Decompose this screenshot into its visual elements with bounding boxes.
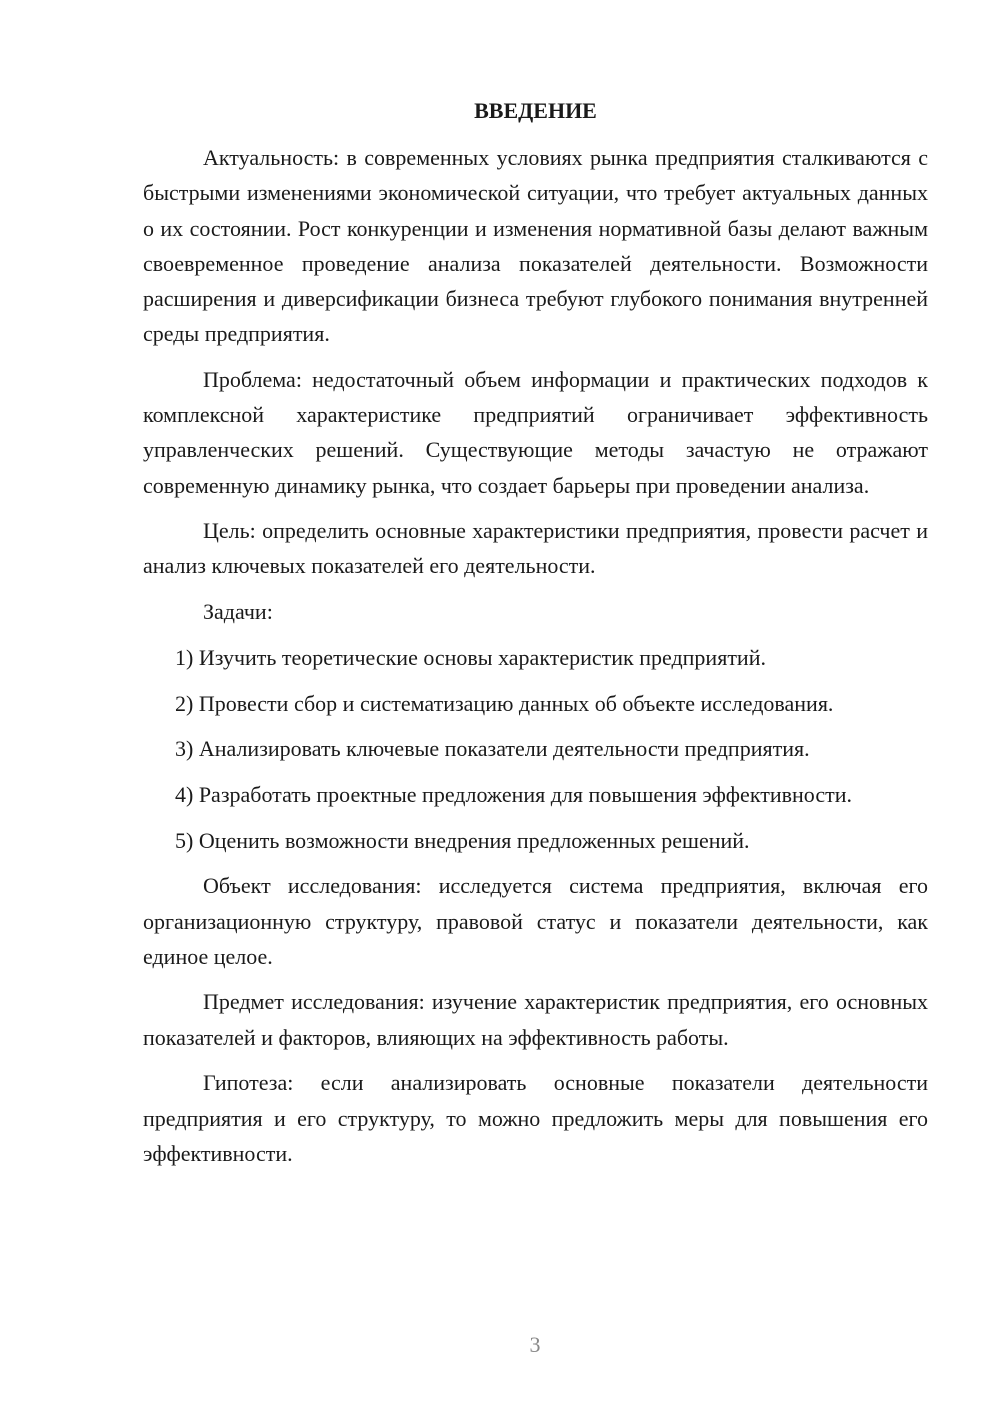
page-content xyxy=(143,93,928,1181)
hypothesis-paragraph: Гипотеза: если анализировать основные показатели деятельности предприятия и его структуру, то можно предложить меры для повышения его эффективности. xyxy=(143,1070,928,1166)
task-item: 5) Оценить возможности внедрения предложенных решений. xyxy=(175,827,750,853)
tasks-label: Задачи: xyxy=(203,599,273,625)
page-number: 3 xyxy=(529,1332,541,1357)
object-paragraph: Объект исследования: исследуется система предприятия, включая его организационную структуру, правовой статус и показатели деятельности, как единое целое. xyxy=(143,873,928,969)
tasks-list xyxy=(143,640,928,858)
task-item: 1) Изучить теоретические основы характеристик предприятий. xyxy=(175,644,766,670)
task-item: 2) Провести сбор и систематизацию данных об объекте исследования. xyxy=(175,690,834,716)
goal-paragraph: Цель: определить основные характеристики предприятия, провести расчет и анализ ключевых показателей его деятельности. xyxy=(143,518,928,579)
task-item: 3) Анализировать ключевые показатели деятельности предприятия. xyxy=(175,736,810,762)
problem-paragraph: Проблема: недостаточный объем информации и практических подходов к комплексной характеристике предприятий ограничивает эффективность управленческих решений. Существующие методы зачастую не отражают современную динамику рынка, что создает барьеры при проведении анализа. xyxy=(143,366,928,498)
subject-paragraph: Предмет исследования: изучение характеристик предприятия, его основных показателей и факторов, влияющих на эффективность работы. xyxy=(143,989,928,1050)
task-item: 4) Разработать проектные предложения для повышения эффективности. xyxy=(175,781,852,807)
relevance-paragraph: Актуальность: в современных условиях рынка предприятия сталкиваются с быстрыми изменениями экономической ситуации, что требует актуальных данных о их состоянии. Рост конкуренции и изменения нормативной базы делают важным своевременное проведение анализа показателей деятельности. Возможности расширения и диверсификации бизнеса требуют глубокого понимания внутренней среды предприятия. xyxy=(143,145,928,347)
section-heading: ВВЕДЕНИЕ xyxy=(474,98,597,123)
